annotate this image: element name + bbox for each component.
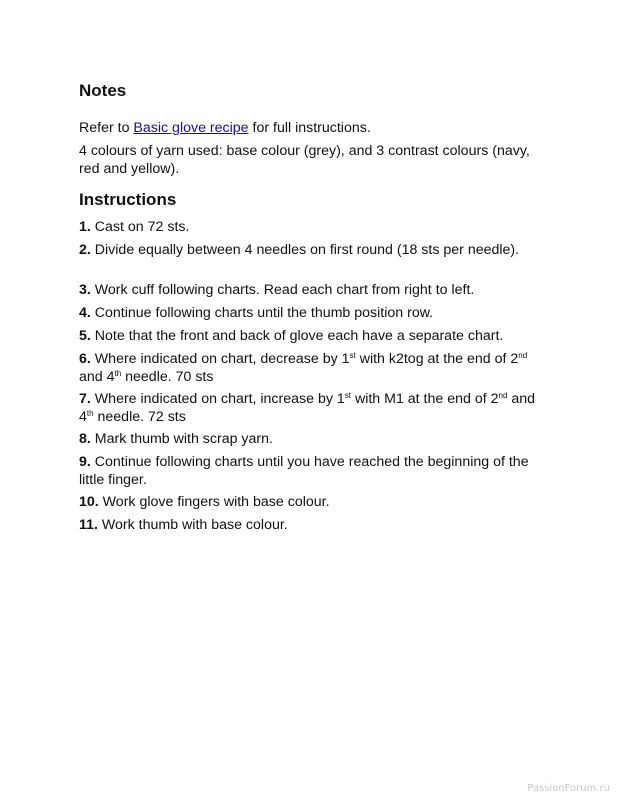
step-text: Cast on 72 sts.	[90, 219, 190, 235]
step-text: Continue following charts until you have reached the beginning of the little finger.	[79, 454, 529, 488]
step-text: and 4	[79, 391, 536, 425]
step-number: 8.	[79, 431, 91, 447]
step-number: 9.	[79, 454, 91, 470]
step-number: 6.	[79, 351, 91, 367]
ordinal-suffix: nd	[498, 391, 508, 400]
step-text: Where indicated on chart, decrease by 1	[90, 351, 350, 367]
watermark: PassionForum.ru	[527, 783, 610, 794]
step-number: 11.	[79, 517, 98, 533]
ordinal-suffix: th	[86, 408, 94, 418]
instructions-heading: Instructions	[79, 190, 177, 209]
step-text: Where indicated on chart, increase by 1	[90, 391, 345, 407]
step-text: needle. 70 sts	[121, 368, 214, 385]
step-text: Work cuff following charts. Read each chart from right to left.	[90, 282, 475, 298]
step-11	[79, 517, 549, 535]
step-number: 4.	[79, 305, 91, 321]
step-number: 3.	[79, 282, 91, 298]
refer-prefix: Refer to	[79, 120, 134, 136]
step-number: 10.	[79, 494, 99, 510]
refer-paragraph	[79, 120, 549, 138]
refer-suffix: for full instructions.	[248, 120, 371, 136]
step-text: Continue following charts until the thumb position row.	[90, 305, 434, 321]
ordinal-suffix: th	[114, 368, 122, 378]
colours-paragraph: 4 colours of yarn used: base colour (grey), and 3 contrast colours (navy, red and yellow).	[79, 143, 530, 177]
step-3	[79, 282, 549, 300]
step-text: Divide equally between 4 needles on first round (18 sts per needle).	[90, 242, 520, 258]
step-7	[79, 391, 549, 426]
step-text: and 4	[79, 368, 115, 385]
step-9	[79, 454, 549, 489]
step-2	[79, 242, 549, 260]
step-6	[79, 351, 549, 386]
step-8	[79, 431, 549, 449]
step-10	[79, 494, 549, 512]
step-text: with k2tog at the end of 2	[355, 351, 519, 367]
step-text: Mark thumb with scrap yarn.	[90, 431, 273, 447]
step-number: 5.	[79, 328, 91, 344]
step-4	[79, 305, 549, 323]
step-text: Work thumb with base colour.	[97, 517, 288, 533]
step-text: with M1 at the end of 2	[351, 391, 499, 407]
step-1	[79, 219, 549, 237]
step-text: needle. 72 sts	[93, 408, 186, 425]
step-5	[79, 328, 549, 346]
step-text: Note that the front and back of glove each have a separate chart.	[90, 328, 504, 344]
ordinal-suffix: st	[344, 391, 352, 400]
notes-heading: Notes	[79, 81, 127, 100]
ordinal-suffix: st	[349, 351, 356, 360]
step-number: 7.	[79, 391, 91, 407]
step-number: 1.	[79, 219, 91, 235]
ordinal-suffix: nd	[518, 351, 528, 360]
step-text: Work glove fingers with base colour.	[98, 494, 330, 510]
step-number: 2.	[79, 242, 91, 258]
basic-glove-recipe-link[interactable]: Basic glove recipe	[133, 120, 249, 136]
